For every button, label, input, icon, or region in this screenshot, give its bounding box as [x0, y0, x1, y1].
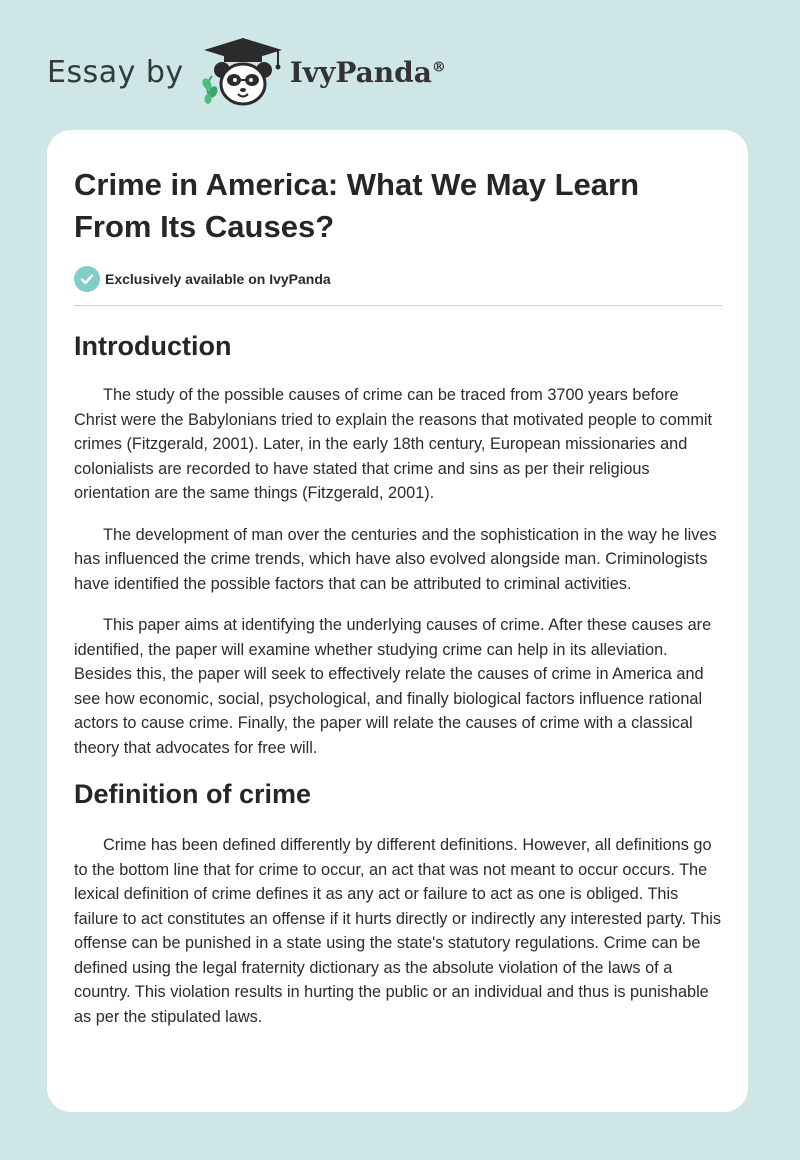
section-heading-introduction: Introduction	[74, 331, 232, 361]
section-heading-definition: Definition of crime	[74, 779, 312, 809]
exclusive-badge-label: Exclusively available on IvyPanda	[105, 271, 331, 287]
site-header	[47, 36, 446, 108]
check-icon	[74, 266, 100, 292]
exclusive-badge	[74, 266, 722, 292]
paragraph: The development of man over the centuries and the sophistication in the way he lives has influenced the crime trends, which have also evolved alongside man. Criminologists have identified the possible factors that can be attributed to criminal activities.	[74, 525, 717, 593]
ivypanda-logo-icon[interactable]	[198, 36, 288, 108]
registered-mark: ®	[431, 59, 446, 76]
divider	[74, 305, 722, 306]
article-card	[47, 130, 748, 1112]
paragraph: Crime has been defined differently by different definitions. However, all definitions go to the bottom line that for crime to occur, an act that was not meant to occur occurs. The lexical definition of crime defines it as any act or failure to act as one is obliged. This failure to act constitutes an offense if it hurts directly or indirectly any interested party. This offense can be punished in a state using the state's statutory regulations. Crime can be defined using the legal fraternity dictionary as the absolute violation of the laws of a country. This violation results in hurting the public or an individual and thus is punishable as per the stipulated laws.	[74, 836, 722, 1026]
article-title: Crime in America: What We May Learn From Its Causes?	[74, 167, 640, 244]
paragraph: This paper aims at identifying the underlying causes of crime. After these causes are identified, the paper will examine whether studying crime can help in its alleviation. Besides this, the paper will seek to effectively relate the causes of crime in America and see how economic, social, psychological, and finally biological factors influence rational actors to cause crime. Finally, the paper will relate the causes of crime with a classical theory that advocates for free will.	[74, 616, 712, 757]
paragraph: The study of the possible causes of crime can be traced from 3700 years before Christ were the Babylonians tried to explain the reasons that motivated people to commit crimes (Fitzgerald, 2001). Later, in the early 18th century, European missionaries and colonialists are recorded to have stated that crime and sins as per their religious orientation are the same things (Fitzgerald, 2001).	[74, 386, 713, 502]
brand-name[interactable]: IvyPanda®	[289, 55, 446, 89]
essay-by-label: Essay by	[47, 54, 184, 90]
